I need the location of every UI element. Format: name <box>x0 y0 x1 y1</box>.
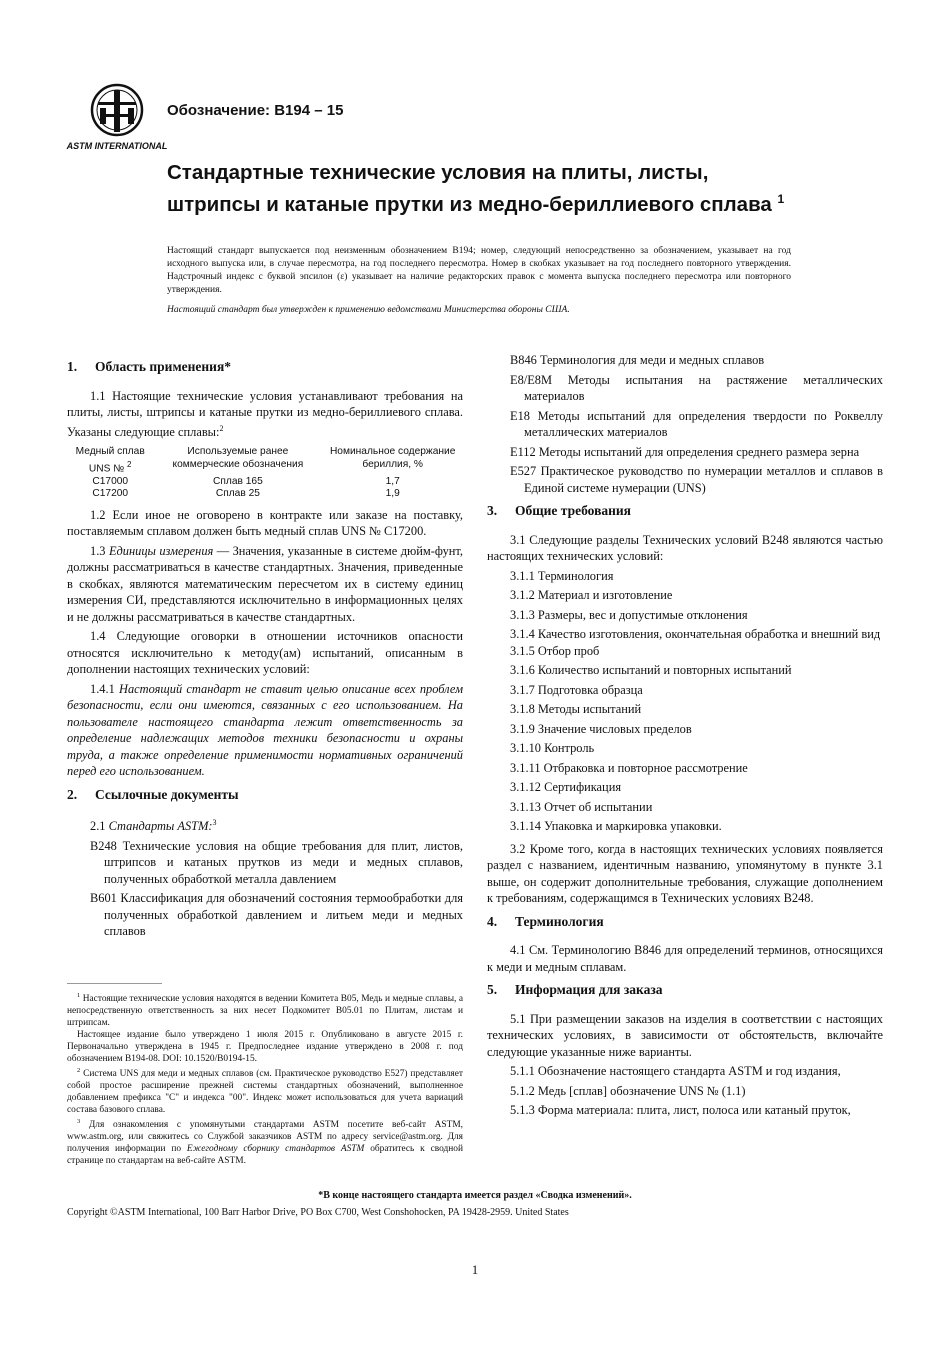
list-item: 3.1.12 Сертификация <box>510 780 622 794</box>
header-text: Медный сплав UNS № <box>75 446 145 475</box>
list-item: 3.1.1 Терминология <box>510 568 614 583</box>
section-5-heading <box>487 982 883 999</box>
table-header: Используемые ранее коммерческие обозначения <box>172 446 304 470</box>
copyright: Copyright ©ASTM International, 100 Barr Harbor Drive, PO Box C700, West Conshohocken, PA 19428-2959. United States <box>67 1207 569 1218</box>
section-3-heading <box>487 503 883 520</box>
intro-paragraph: Настоящий стандарт выпускается под неизменным обозначением B194; номер, следующий непосредственно за обозначением, указывает на год исходного выпуска или, в случае пересмотра, на год последнего пересмотра. Номер в скобках указывает на год последнего повторного утверждения. Надстрочный индекс с буквой эпсилон (ε) указывает на наличие редакторских правок с момента выпуска последнего пересмотра или повторного утверждения. <box>167 246 791 295</box>
paragraph-5-1: 5.1 При размещении заказов на изделия в соответствии с настоящих технических условиях, в зависимости от обстоятельств, включайте следующие указанные ниже варианты. <box>487 1011 883 1059</box>
paragraph-1-4: 1.4 Следующие оговорки в отношении источников опасности относятся исключительно к методу(ам) испытаний, описанным в дополнении настоящих технических условий: <box>67 629 463 677</box>
title-text: Стандартные технические условия на плиты, листы, штрипсы и катаные прутки из медно-бериллиевого сплава <box>167 161 772 216</box>
footnote-mark: 1 <box>77 992 81 999</box>
paragraph-5-1-2: 5.1.2 Медь [сплав] обозначение UNS № (1.1) <box>510 1083 746 1098</box>
paragraph-3-1: 3.1 Следующие разделы Технических условий B248 являются частью настоящих технических условий: <box>487 532 883 563</box>
footnote-italic: Ежегодному сборнику стандартов ASTM <box>186 1144 365 1155</box>
section-number: 5. <box>487 982 498 997</box>
list-item: 3.1.6 Количество испытаний и повторных испытаний <box>510 663 792 677</box>
paragraph-3-2: 3.2 Кроме того, когда в настоящих технических условиях появляется раздел с названием, идентичным названию, упомянутому в пункте 3.1 выше, он содержит дополнительные требования, служащие дополнением к требованиям, содержащимся в Технических условиях B248. <box>487 841 883 905</box>
list-item: 3.1.14 Упаковка и маркировка упаковки. <box>510 819 722 833</box>
table-row <box>67 488 463 501</box>
approval-note: Настоящий стандарт был утвержден к применению ведомствами Министерства обороны США. <box>167 305 570 315</box>
footnote-1-b: Настоящее издание было утверждено 1 июля 2015 г. Опубликовано в августе 2015 г. Первоначально утверждена в 1945 г. Предпоследнее издание утверждено в 2008 г. под обозначением B194-08. DOI: 10.1520/B0194-15. <box>67 1030 463 1065</box>
section-title: Ссылочные документы <box>95 786 239 802</box>
paragraph-1-2: 1.2 Если иное не оговорено в контракте или заказе на поставку, поставляемым сплавом должен быть медный сплав UNS № C17200. <box>67 507 463 539</box>
designation: Обозначение: B194 – 15 <box>167 102 344 119</box>
reference-item: B248 Технические условия на общие требования для плит, листов, штрипсов и катаных прутков из меди и медных сплавов, полученных обработкой металла давлением <box>90 838 463 886</box>
list-item: 3.1.7 Подготовка образца <box>510 682 643 697</box>
footnote-divider <box>67 983 162 984</box>
paragraph-1-3 <box>67 543 463 626</box>
logo-text: ASTM INTERNATIONAL <box>66 141 168 151</box>
footnote-text: обратитесь к сводной странице по стандартам на веб-сайте ASTM. <box>67 1144 464 1167</box>
list-item: 3.1.13 Отчет об испытании <box>510 799 653 814</box>
list-item: 3.1.2 Материал и изготовление <box>510 588 673 602</box>
footnote-mark: 2 <box>77 1067 81 1075</box>
footnote-ref: 2 <box>127 459 132 469</box>
paragraph-text: — Значения, указанные в системе дюйм-фунт, должны рассматриваться в качестве стандартных. Значения, приведенные в скобках, являются математическим пересчетом их в систему единиц измерения СИ, представляются исключительно в информационных целях и не должны рассматриваться в качестве стандартных. <box>67 543 463 624</box>
section-title: Область применения* <box>95 359 232 374</box>
reference-item: E8/E8M Методы испытания на растяжение металлических материалов <box>510 372 883 403</box>
page-number: 1 <box>471 1263 479 1277</box>
section-title: Общие требования <box>515 503 631 518</box>
reference-item: B601 Классификация для обозначений состояния термообработки для полученных обработкой давлением и литьем меди и медных сплавов <box>90 891 463 939</box>
list-item: 3.1.4 Качество изготовления, окончательная обработка и внешний вид <box>510 627 881 641</box>
document-title <box>167 160 807 218</box>
footnote-mark: 3 <box>77 1118 81 1126</box>
section-number: 4. <box>487 913 498 929</box>
paragraph-number: 1.4.1 <box>90 681 115 696</box>
paragraph-2-1 <box>67 815 463 835</box>
footnote-text: Система UNS для меди и медных сплавов (см. Практическое руководство E527) представляет собой простое расширение прежней системы стандартных обозначений, выполненное добавлением префикса "C" и индекса "00". Индекс может использоваться для учета вариаций состава базового сплава. <box>67 1069 463 1116</box>
summary-of-changes-note: *В конце настоящего стандарта имеется раздел «Сводка изменений». <box>318 1190 632 1201</box>
paragraph-1-4-1 <box>67 681 463 780</box>
paragraph-italic: Единицы измерения <box>108 543 214 558</box>
section-1-heading <box>67 359 463 376</box>
section-title: Терминология <box>515 913 604 929</box>
table-header: Номинальное содержание бериллия, % <box>329 446 456 470</box>
table-cell: 1,7 <box>385 475 400 487</box>
footnote-text: Настоящие технические условия находятся в ведении Комитета B05, Медь и медные сплавы, а непосредственную ответственность за них несет Подкомитет B05.01 по Плитам, листам и штрипсам. <box>67 994 463 1029</box>
section-4-heading <box>487 914 883 931</box>
paragraph-1-1 <box>67 388 463 441</box>
reference-item: E18 Методы испытаний для определения твердости по Роквеллу металлических материалов <box>510 408 883 439</box>
paragraph-5-1-3: 5.1.3 Форма материала: плита, лист, полоса или катаный пруток, <box>510 1103 851 1117</box>
astm-logo <box>66 80 168 154</box>
reference-item: E112 Методы испытаний для определения среднего размера зерна <box>510 444 860 459</box>
paragraph-number: 2.1 <box>90 819 106 834</box>
table-header <box>67 446 153 475</box>
section-number: 3. <box>487 503 498 518</box>
table-cell: Сплав 25 <box>215 488 260 500</box>
reference-item: E527 Практическое руководство по нумерации металлов и сплавов в Единой системе нумерации (UNS) <box>510 464 883 495</box>
footnotes <box>67 990 463 1167</box>
footnote-1 <box>67 990 463 1029</box>
list-item: 3.1.8 Методы испытаний <box>510 702 642 716</box>
table-row <box>67 476 463 489</box>
footnote-ref: 2 <box>219 423 224 433</box>
alloy-table <box>67 446 463 500</box>
footnote-ref: 3 <box>212 818 217 828</box>
paragraph-number: 1.3 <box>90 543 106 558</box>
paragraph-5-1-1: 5.1.1 Обозначение настоящего стандарта ASTM и год издания, <box>510 1064 841 1078</box>
list-item: 3.1.3 Размеры, вес и допустимые отклонения <box>510 607 748 622</box>
table-cell: C17000 <box>92 475 129 487</box>
list-item: 3.1.9 Значение числовых пределов <box>510 721 692 736</box>
paragraph-italic: Стандарты ASTM: <box>108 819 213 834</box>
list-item: 3.1.11 Отбраковка и повторное рассмотрение <box>510 760 748 775</box>
footnote-3 <box>67 1116 463 1167</box>
list-item: 3.1.5 Отбор проб <box>510 643 600 658</box>
section-number: 2. <box>67 786 78 802</box>
title-footnote-mark: 1 <box>777 192 785 206</box>
paragraph-4-1: 4.1 См. Терминологию B846 для определений терминов, относящихся к меди и медным сплавам. <box>487 943 883 974</box>
table-cell: 1,9 <box>385 488 400 500</box>
right-column <box>487 352 883 1122</box>
paragraph-italic: Настоящий стандарт не ставит целью описание всех проблем безопасности, если они имеются, связанных с его использованием. На пользователе настоящего стандарта лежит ответственность за определение надлежащих методов техники безопасности и охраны труда, а также определение применимости нормативных ограничений перед его использованием. <box>67 681 463 779</box>
section-number: 1. <box>67 359 78 374</box>
list-item: 3.1.10 Контроль <box>510 741 595 755</box>
table-cell: Сплав 165 <box>213 475 263 487</box>
left-column <box>67 352 463 943</box>
section-2-heading <box>67 787 463 804</box>
footnote-text: Для ознакомления с упомянутыми стандартами ASTM посетите веб-сайт ASTM, www.astm.org, или свяжитесь со Службой заказчиков ASTM по адресу service@astm.org. Для получения информации по <box>67 1120 463 1155</box>
section-title: Информация для заказа <box>515 982 663 997</box>
footnote-2 <box>67 1065 463 1116</box>
paragraph-text: 1.1 Настоящие технические условия устанавливают требования на плиты, листы, штрипсы и катаные прутки из медно-бериллиевого сплава. Указаны следующие сплавы: <box>67 388 463 439</box>
table-cell: C17200 <box>92 488 129 500</box>
reference-item: B846 Терминология для меди и медных сплавов <box>510 353 765 367</box>
